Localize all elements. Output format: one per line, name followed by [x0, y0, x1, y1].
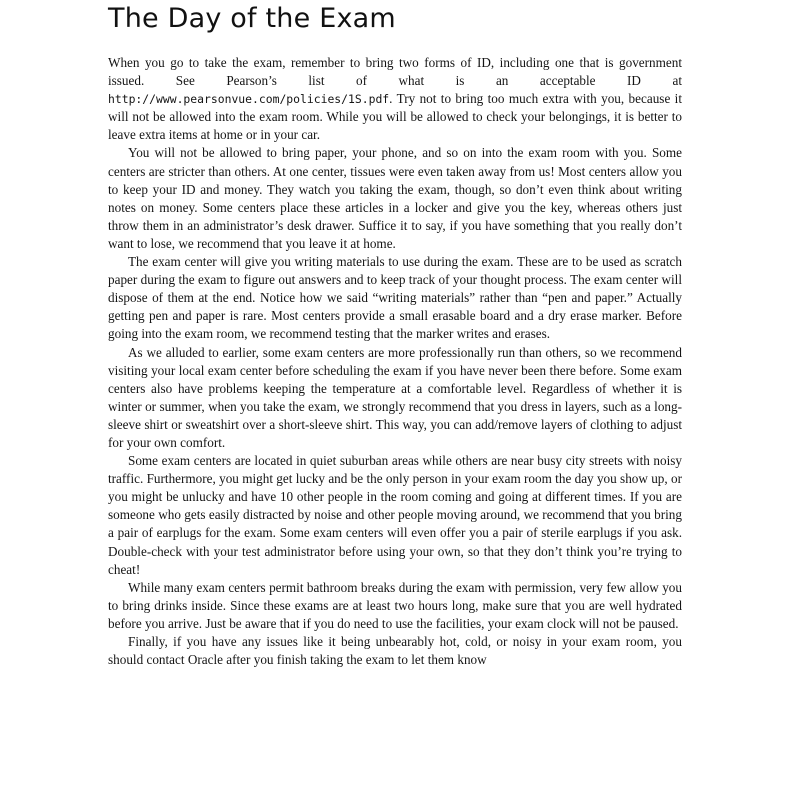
body-text	[108, 54, 682, 669]
paragraph-prohibited-items: You will not be allowed to bring paper, your phone, and so on into the exam room with you. Some centers are stricter than others. At one center, tissues were even taken away from us! Most centers allow you to keep your ID and money. They watch you taking the exam, though, so don’t even think about writing notes on money. Some centers place these articles in a locker and give you the key, whereas others just throw them in an administrator’s desk drawer. Suffice it to say, if you have something that you really don’t want to lose, we recommend that you leave it at home.	[108, 145, 682, 251]
paragraph-contact-oracle: Finally, if you have any issues like it being unbearably hot, cold, or noisy in your exam room, you should contact Oracle after you finish taking the exam to let them know	[108, 634, 682, 668]
paragraph-text: . Try not to bring too much extra with you, because it will not be allowed into the exam room. While you will be allowed to check your belongings, it is better to leave extra items at home or in your car.	[108, 91, 682, 143]
paragraph-exam-center-conditions: As we alluded to earlier, some exam centers are more professionally run than others, so we recommend visiting your local exam center before scheduling the exam if you have never been there before. Some exam centers also have problems keeping the temperature at a comfortable level. Regardless of whether it is winter or summer, when you take the exam, we strongly recommend that you dress in layers, such as a long-sleeve shirt or sweatshirt over a short-sleeve shirt. This way, you can add/remove layers of clothing to adjust for your own comfort.	[108, 344, 682, 450]
paragraph-noise-and-earplugs: Some exam centers are located in quiet suburban areas while others are near busy city streets with noisy traffic. Furthermore, you might get lucky and be the only person in your exam room the day you show up, or you might be unlucky and have 10 other people in the room coming and going at different times. If you are someone who gets easily distracted by noise and other people moving around, we recommend that you bring a pair of earplugs for the exam. Some exam centers will even offer you a pair of sterile earplugs if you ask. Double-check with your test administrator before using your own, so that they don’t think you’re trying to cheat!	[108, 453, 682, 577]
page-title: The Day of the Exam	[108, 3, 396, 34]
paragraph-bathroom-breaks: While many exam centers permit bathroom breaks during the exam with permission, very few allow you to bring drinks inside. Since these exams are at least two hours long, make sure that you are well hydrated before you arrive. Just be aware that if you do need to use the facilities, your exam clock will not be paused.	[108, 579, 682, 631]
paragraph-writing-materials: The exam center will give you writing materials to use during the exam. These are to be used as scratch paper during the exam to figure out answers and to keep track of your thought process. The exam center will dispose of them at the end. Notice how we said “writing materials” rather than “pen and paper.” Actually getting pen and paper is rare. Most centers provide a small erasable board and a dry erase marker. Before going into the exam room, we recommend testing that the marker writes and erases.	[108, 254, 682, 342]
id-policy-url: http://www.pearsonvue.com/policies/1S.pdf	[108, 92, 390, 107]
paragraph-text: When you go to take the exam, remember to bring two forms of ID, including one that is government issued. See Pearson’s list of what is an acceptable ID at	[108, 55, 682, 89]
paragraph-id-requirements	[108, 54, 682, 144]
